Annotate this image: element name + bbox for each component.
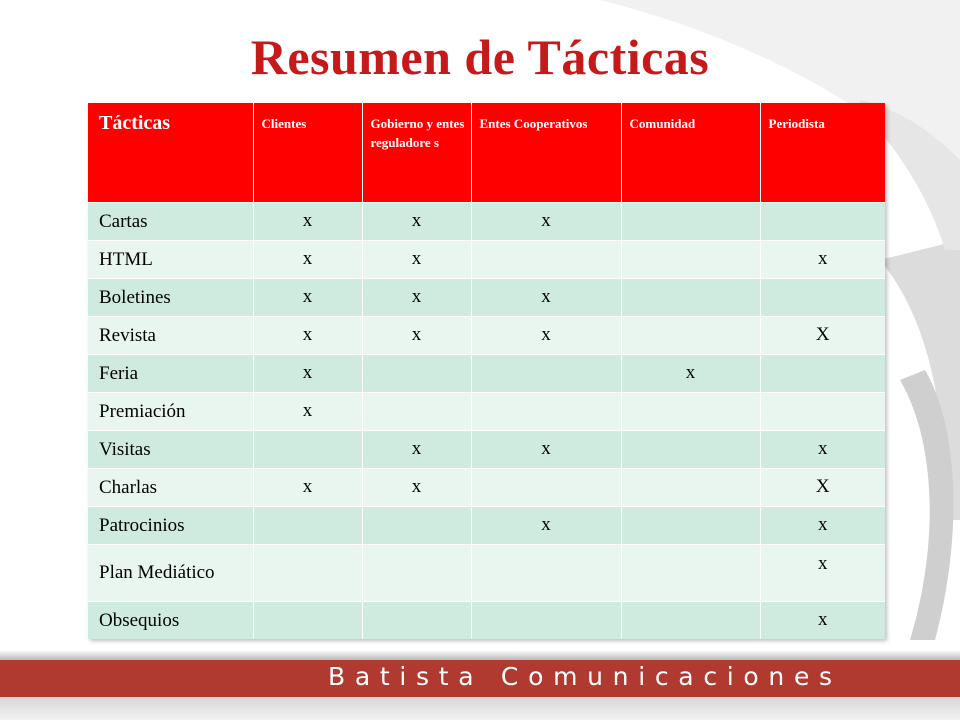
table-row bbox=[88, 202, 885, 240]
table-cell: x bbox=[362, 278, 471, 316]
table-cell: x bbox=[253, 354, 362, 392]
table-cell: x bbox=[362, 240, 471, 278]
row-label: Plan Mediático bbox=[88, 544, 253, 601]
table-cell bbox=[362, 354, 471, 392]
row-label: Premiación bbox=[88, 392, 253, 430]
table-cell: x bbox=[760, 430, 885, 468]
table-cell bbox=[253, 506, 362, 544]
table-cell bbox=[621, 430, 760, 468]
table-cell bbox=[621, 316, 760, 354]
table-cell bbox=[471, 544, 621, 601]
row-label: Revista bbox=[88, 316, 253, 354]
row-label: Visitas bbox=[88, 430, 253, 468]
table-cell bbox=[760, 278, 885, 316]
footer-brand: Batista Comunicaciones bbox=[328, 662, 842, 691]
table-cell bbox=[621, 506, 760, 544]
table-cell bbox=[471, 392, 621, 430]
row-label: HTML bbox=[88, 240, 253, 278]
table-row bbox=[88, 240, 885, 278]
table-cell bbox=[621, 392, 760, 430]
table-row bbox=[88, 468, 885, 506]
column-header-comunidad: Comunidad bbox=[621, 103, 760, 202]
table-cell: x bbox=[760, 506, 885, 544]
table-cell bbox=[621, 468, 760, 506]
column-header-entes-cooperativos: Entes Cooperativos bbox=[471, 103, 621, 202]
table-cell bbox=[253, 544, 362, 601]
table-cell: x bbox=[362, 202, 471, 240]
table-row bbox=[88, 506, 885, 544]
table-cell: x bbox=[253, 240, 362, 278]
column-header-periodista: Periodista bbox=[760, 103, 885, 202]
row-label: Obsequios bbox=[88, 601, 253, 639]
tactics-table bbox=[88, 103, 885, 639]
table-cell bbox=[362, 544, 471, 601]
table-cell bbox=[362, 392, 471, 430]
table-cell: x bbox=[362, 468, 471, 506]
table-cell bbox=[362, 601, 471, 639]
row-label: Boletines bbox=[88, 278, 253, 316]
table-row bbox=[88, 544, 885, 601]
table-cell bbox=[621, 240, 760, 278]
column-header-clientes: Clientes bbox=[253, 103, 362, 202]
table-row bbox=[88, 316, 885, 354]
table-cell bbox=[760, 354, 885, 392]
table-cell: x bbox=[253, 316, 362, 354]
footer-shadow bbox=[0, 650, 960, 660]
row-label: Cartas bbox=[88, 202, 253, 240]
table-cell: x bbox=[760, 601, 885, 639]
table-row bbox=[88, 278, 885, 316]
row-label: Charlas bbox=[88, 468, 253, 506]
table-cell bbox=[621, 544, 760, 601]
table-cell: x bbox=[471, 278, 621, 316]
table-cell bbox=[471, 601, 621, 639]
table-cell: x bbox=[471, 202, 621, 240]
table-cell bbox=[760, 202, 885, 240]
table-cell: x bbox=[253, 468, 362, 506]
table-cell: x bbox=[253, 392, 362, 430]
column-header-gobierno: Gobierno y entes reguladore s bbox=[362, 103, 471, 202]
footer-bottom-strip bbox=[0, 697, 960, 720]
table-cell: x bbox=[253, 202, 362, 240]
table-cell bbox=[621, 202, 760, 240]
table-cell bbox=[253, 601, 362, 639]
table-header-row bbox=[88, 103, 885, 202]
table-row bbox=[88, 601, 885, 639]
table-cell: x bbox=[471, 430, 621, 468]
table-cell: x bbox=[471, 506, 621, 544]
table-cell: x bbox=[760, 544, 885, 601]
table-cell: x bbox=[362, 430, 471, 468]
table-cell: x bbox=[471, 316, 621, 354]
table-cell bbox=[471, 354, 621, 392]
table-cell bbox=[621, 278, 760, 316]
table-cell bbox=[760, 392, 885, 430]
slide-title: Resumen de Tácticas bbox=[250, 29, 710, 85]
table-cell: x bbox=[253, 278, 362, 316]
row-label: Feria bbox=[88, 354, 253, 392]
table-row bbox=[88, 430, 885, 468]
table-cell bbox=[253, 430, 362, 468]
table-cell bbox=[362, 506, 471, 544]
column-header-tacticas: Tácticas bbox=[88, 103, 253, 202]
table-cell: X bbox=[760, 468, 885, 506]
table-row bbox=[88, 392, 885, 430]
table-cell bbox=[471, 240, 621, 278]
table-cell: X bbox=[760, 316, 885, 354]
table-cell bbox=[471, 468, 621, 506]
table-cell: x bbox=[362, 316, 471, 354]
table-row bbox=[88, 354, 885, 392]
table-cell: x bbox=[621, 354, 760, 392]
row-label: Patrocinios bbox=[88, 506, 253, 544]
table-cell: x bbox=[760, 240, 885, 278]
table-cell bbox=[621, 601, 760, 639]
